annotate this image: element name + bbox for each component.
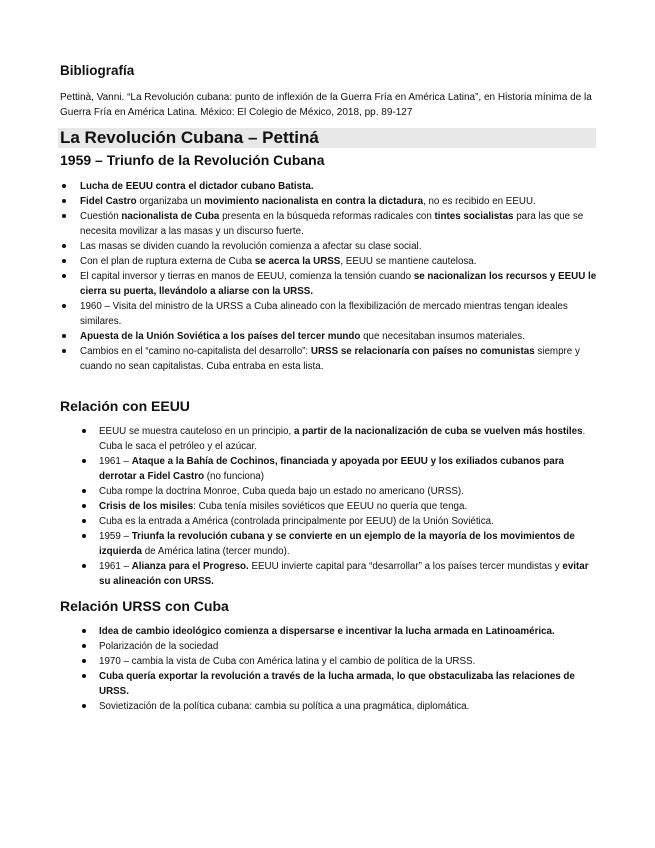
list-item xyxy=(99,424,599,454)
bullet-icon xyxy=(62,244,66,248)
bullet-icon xyxy=(62,214,66,218)
text: Las masas se dividen cuando la revolución comienza a afectar su clase social. xyxy=(80,241,422,252)
text: Cuba rompe la doctrina Monroe, Cuba queda bajo un estado no americano (URSS). xyxy=(99,486,464,497)
list-item xyxy=(99,654,599,669)
bullet-icon xyxy=(82,459,86,463)
text: Con el plan de ruptura externa de Cuba xyxy=(80,256,255,267)
list-item xyxy=(80,179,600,194)
list-item xyxy=(80,239,600,254)
bullet-icon xyxy=(82,429,86,433)
bold-text: a partir de la nacionalización de cuba se vuelven más hostiles xyxy=(293,426,583,437)
document-title: La Revolución Cubana – Pettiná xyxy=(60,128,319,147)
list-item xyxy=(99,529,599,559)
text: Cuba es la entrada a América (controlada principalmente por EEUU) de la Unión Soviética. xyxy=(99,516,494,527)
section-heading-eeuu: Relación con EEUU xyxy=(60,398,190,414)
list-item xyxy=(99,639,599,654)
text: que necesitaban insumos materiales. xyxy=(360,331,525,342)
text: 1970 – cambia la vista de Cuba con América latina y el cambio de política de la URSS. xyxy=(99,656,476,667)
text: Sovietización de la política cubana: cambia su política a una pragmática, diplomática. xyxy=(99,701,470,712)
bold-text: Apuesta de la Unión Soviética a los países del tercer mundo xyxy=(80,331,361,342)
text: , EEUU se mantiene cautelosa. xyxy=(340,256,477,267)
bullet-icon xyxy=(82,644,86,648)
list-item xyxy=(80,254,600,269)
text: de América latina (tercer mundo). xyxy=(142,546,290,557)
text: 1959 – xyxy=(99,531,132,542)
bullet-icon xyxy=(62,304,66,308)
list-item xyxy=(80,329,600,344)
text: 1960 – Visita del ministro de la URSS a Cuba alineado con la flexibilización de mercado mientras tengan ideales similares. xyxy=(80,301,568,327)
list-item xyxy=(80,209,600,239)
document-title-bar xyxy=(58,128,596,148)
bold-text: Alianza para el Progreso. xyxy=(131,561,249,572)
bullet-icon xyxy=(82,519,86,523)
list-item xyxy=(99,699,599,714)
text: , no es recibido en EEUU. xyxy=(423,196,536,207)
bold-text: Triunfa la revolución cubana y se convierte en un ejemplo de la mayoría de los movimientos de izquierda xyxy=(99,531,575,557)
list-item xyxy=(99,514,599,529)
bullet-icon xyxy=(82,674,86,678)
list-item xyxy=(80,299,600,329)
bold-text: URSS se relacionaría con países no comunistas xyxy=(310,346,535,357)
text: 1961 – xyxy=(99,561,132,572)
text: Cuestión xyxy=(80,211,122,222)
bullet-icon xyxy=(82,489,86,493)
bold-text: nacionalista de Cuba xyxy=(121,211,220,222)
bold-text: se acerca la URSS xyxy=(254,256,341,267)
section-heading-urss: Relación URSS con Cuba xyxy=(60,598,229,614)
text: (no funciona) xyxy=(204,471,264,482)
bold-text: Crisis de los misiles xyxy=(99,501,194,512)
list-item xyxy=(80,194,600,209)
bullet-icon xyxy=(62,199,66,203)
section-triunfo-list xyxy=(80,179,600,374)
bullet-icon xyxy=(62,259,66,263)
section-eeuu-list xyxy=(99,424,599,589)
bold-text: evitar su alineación con URSS. xyxy=(99,561,589,587)
bold-text: Idea de cambio ideológico comienza a dispersarse e incentivar la lucha armada en Latinoamérica. xyxy=(99,626,555,637)
section-urss-list xyxy=(99,624,599,714)
bullet-icon xyxy=(82,659,86,663)
bullet-icon xyxy=(62,184,66,188)
text: 1961 – xyxy=(99,456,132,467)
bibliography-citation: Pettinà, Vanni. “La Revolución cubana: punto de inflexión de la Guerra Fría en América Latina”, en Historia mínima de la Guerra Fría en América Latina. México: El Colegio de México, 2018, pp. 89-127 xyxy=(60,92,592,118)
text: Cambios en el “camino no-capitalista del desarrollo”: xyxy=(80,346,311,357)
bold-text: se nacionalizan los recursos y EEUU le cierra su puerta, llevándolo a aliarse con la URSS. xyxy=(80,271,597,297)
text: para las que se necesita movilizar a las masas y un discurso fuerte. xyxy=(80,211,584,237)
text: presenta en la búsqueda reformas radicales con xyxy=(219,211,435,222)
bullet-icon xyxy=(82,629,86,633)
section-heading-triunfo: 1959 – Triunfo de la Revolución Cubana xyxy=(60,152,325,168)
bullet-icon xyxy=(82,704,86,708)
list-item xyxy=(80,344,600,374)
list-item xyxy=(99,669,599,699)
bibliography-heading: Bibliografía xyxy=(60,63,135,78)
bullet-icon xyxy=(62,334,66,338)
bullet-icon xyxy=(82,564,86,568)
text: : Cuba tenía misiles soviéticos que EEUU no quería que tenga. xyxy=(193,501,468,512)
bold-text: movimiento nacionalista en contra la dictadura xyxy=(204,196,424,207)
text: EEUU invierte capital para “desarrollar” a los países tercer mundistas y xyxy=(248,561,563,572)
list-item xyxy=(99,624,599,639)
list-item xyxy=(80,269,600,299)
list-item xyxy=(99,499,599,514)
text: organizaba un xyxy=(136,196,205,207)
bold-text: Lucha de EEUU contra el dictador cubano Batista. xyxy=(80,181,314,192)
bold-text: Ataque a la Bahía de Cochinos, financiada y apoyada por EEUU y los exiliados cubanos para derrotar a Fidel Castro xyxy=(99,456,564,482)
text: . Cuba le saca el petróleo y el azúcar. xyxy=(99,426,586,452)
text: EEUU se muestra cauteloso en un principio, xyxy=(99,426,294,437)
bullet-icon xyxy=(62,349,66,353)
bullet-icon xyxy=(82,504,86,508)
bullet-icon xyxy=(62,274,66,278)
list-item xyxy=(99,484,599,499)
bold-text: tintes socialistas xyxy=(434,211,514,222)
bold-text: Cuba quería exportar la revolución a través de la lucha armada, lo que obstaculizaba las relaciones de URSS. xyxy=(99,671,575,697)
bullet-icon xyxy=(82,534,86,538)
list-item xyxy=(99,559,599,589)
text: siempre y cuando no sean capitalistas. Cuba entraba en esta lista. xyxy=(80,346,580,372)
list-item xyxy=(99,454,599,484)
text: Polarización de la sociedad xyxy=(99,641,219,652)
text: El capital inversor y tierras en manos de EEUU, comienza la tensión cuando xyxy=(80,271,414,282)
bold-text: Fidel Castro xyxy=(80,196,137,207)
